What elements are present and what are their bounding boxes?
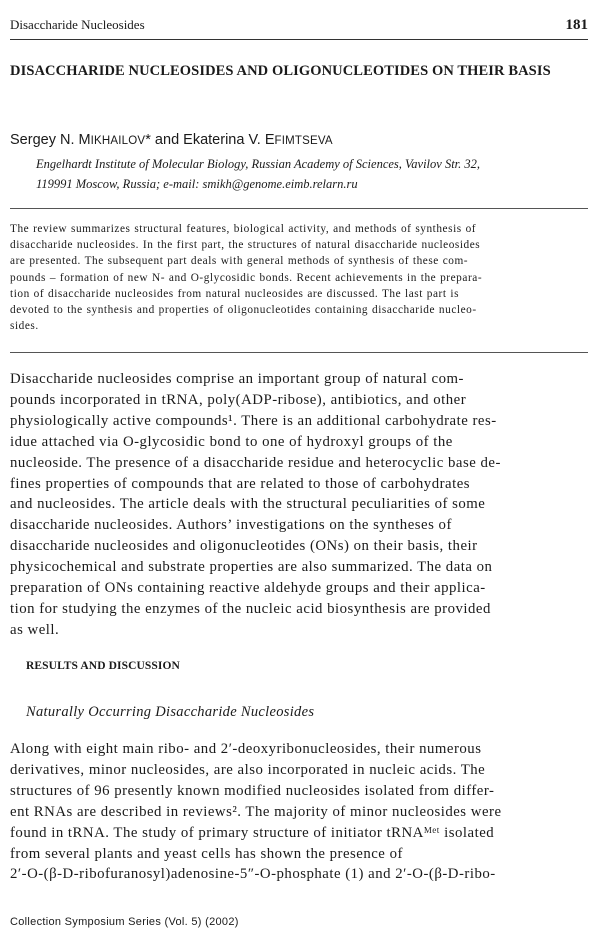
body-line: found in tRNA. The study of primary structure of initiator tRNAᴹᵉᵗ isolated — [10, 824, 495, 841]
body-line: tion for studying the enzymes of the nucleic acid biosynthesis are provided — [10, 600, 491, 617]
body-line: as well. — [10, 621, 60, 638]
affiliation-line: 119991 Moscow, Russia; e-mail: smikh@genome.eimb.relarn.ru — [36, 177, 358, 191]
body-line: Disaccharide nucleosides comprise an important group of natural com- — [10, 371, 464, 387]
author-conjunction: and Ekaterina V. — [150, 132, 265, 148]
body-line: pounds incorporated in tRNA, poly(ADP-ribose), antibiotics, and other — [10, 391, 467, 408]
body-line: idue attached via O-glycosidic bond to one of hydroxyl groups of the — [10, 433, 453, 450]
author-1-family-rest: IKHAILOV — [90, 135, 146, 147]
abstract — [10, 221, 590, 334]
body-line: 2′-O-(β-D-ribofuranosyl)adenosine-5″-O-phosphate (1) and 2′-O-(β-D-ribo- — [10, 866, 496, 883]
author-1-given: Sergey N. — [10, 132, 79, 148]
body-line: derivatives, minor nucleosides, are also incorporated in nucleic acids. The — [10, 761, 486, 778]
abstract-top-divider — [10, 208, 588, 209]
author-line — [10, 131, 580, 150]
abstract-line: devoted to the synthesis and properties of oligonucleotides containing disaccharide nucleo- — [10, 304, 477, 317]
author-1-family-initial: M — [78, 132, 91, 148]
abstract-line: are presented. The subsequent part deals with general methods of synthesis of these com- — [10, 255, 469, 268]
body-line: ent RNAs are described in reviews². The majority of minor nucleosides were — [10, 803, 502, 820]
body-line: disaccharide nucleosides and oligonucleotides (ONs) on their basis, their — [10, 538, 478, 555]
body-line: preparation of ONs containing reactive aldehyde groups and their applica- — [10, 580, 486, 597]
abstract-line: sides. — [10, 320, 39, 333]
running-header — [10, 17, 588, 34]
abstract-bottom-divider — [10, 352, 588, 353]
running-title: Disaccharide Nucleosides — [10, 17, 145, 32]
intro-paragraph — [10, 369, 590, 641]
body-line: from several plants and yeast cells has shown the presence of — [10, 845, 403, 862]
abstract-line: pounds – formation of new N- and O-glycosidic bonds. Recent achievements in the prepara- — [10, 271, 483, 284]
body-line: physiologically active compounds¹. There is an additional carbohydrate res- — [10, 412, 497, 429]
affiliation — [36, 154, 576, 194]
subsection-heading: Naturally Occurring Disaccharide Nucleosides — [26, 704, 315, 720]
body-line: structures of 96 presently known modified nucleosides isolated from differ- — [10, 782, 495, 799]
page-number: 181 — [565, 17, 588, 33]
affiliation-line: Engelhardt Institute of Molecular Biology, Russian Academy of Sciences, Vavilov Str. 32, — [36, 157, 481, 171]
body-line: fines properties of compounds that are related to those of carbohydrates — [10, 475, 471, 492]
header-divider — [10, 39, 588, 40]
body-line: Along with eight main ribo- and 2′-deoxyribonucleosides, their numerous — [10, 741, 482, 757]
body-line: and nucleosides. The article deals with the structural peculiarities of some — [10, 496, 486, 513]
abstract-line: tion of disaccharide nucleosides from natural nucleosides are discussed. The last part is — [10, 287, 460, 300]
body-line: physicochemical and substrate properties are also summarized. The data on — [10, 559, 493, 576]
body-line: nucleoside. The presence of a disaccharide residue and heterocyclic base de- — [10, 454, 501, 471]
journal-footer: Collection Symposium Series (Vol. 5) (2002) — [10, 916, 239, 928]
author-2-family-initial: E — [264, 132, 275, 148]
corresponding-author-mark: * — [145, 132, 151, 148]
results-paragraph — [10, 739, 590, 885]
abstract-line: The review summarizes structural features, biological activity, and methods of synthesis of — [10, 223, 477, 235]
author-2-family-rest: FIMTSEVA — [274, 135, 333, 147]
section-heading: RESULTS AND DISCUSSION — [26, 660, 180, 672]
article-title: DISACCHARIDE NUCLEOSIDES AND OLIGONUCLEOTIDES ON THEIR BASIS — [10, 63, 551, 79]
abstract-line: disaccharide nucleosides. In the first part, the structures of natural disaccharide nucleosides — [10, 239, 481, 252]
body-line: disaccharide nucleosides. Authors’ investigations on the syntheses of — [10, 517, 452, 534]
